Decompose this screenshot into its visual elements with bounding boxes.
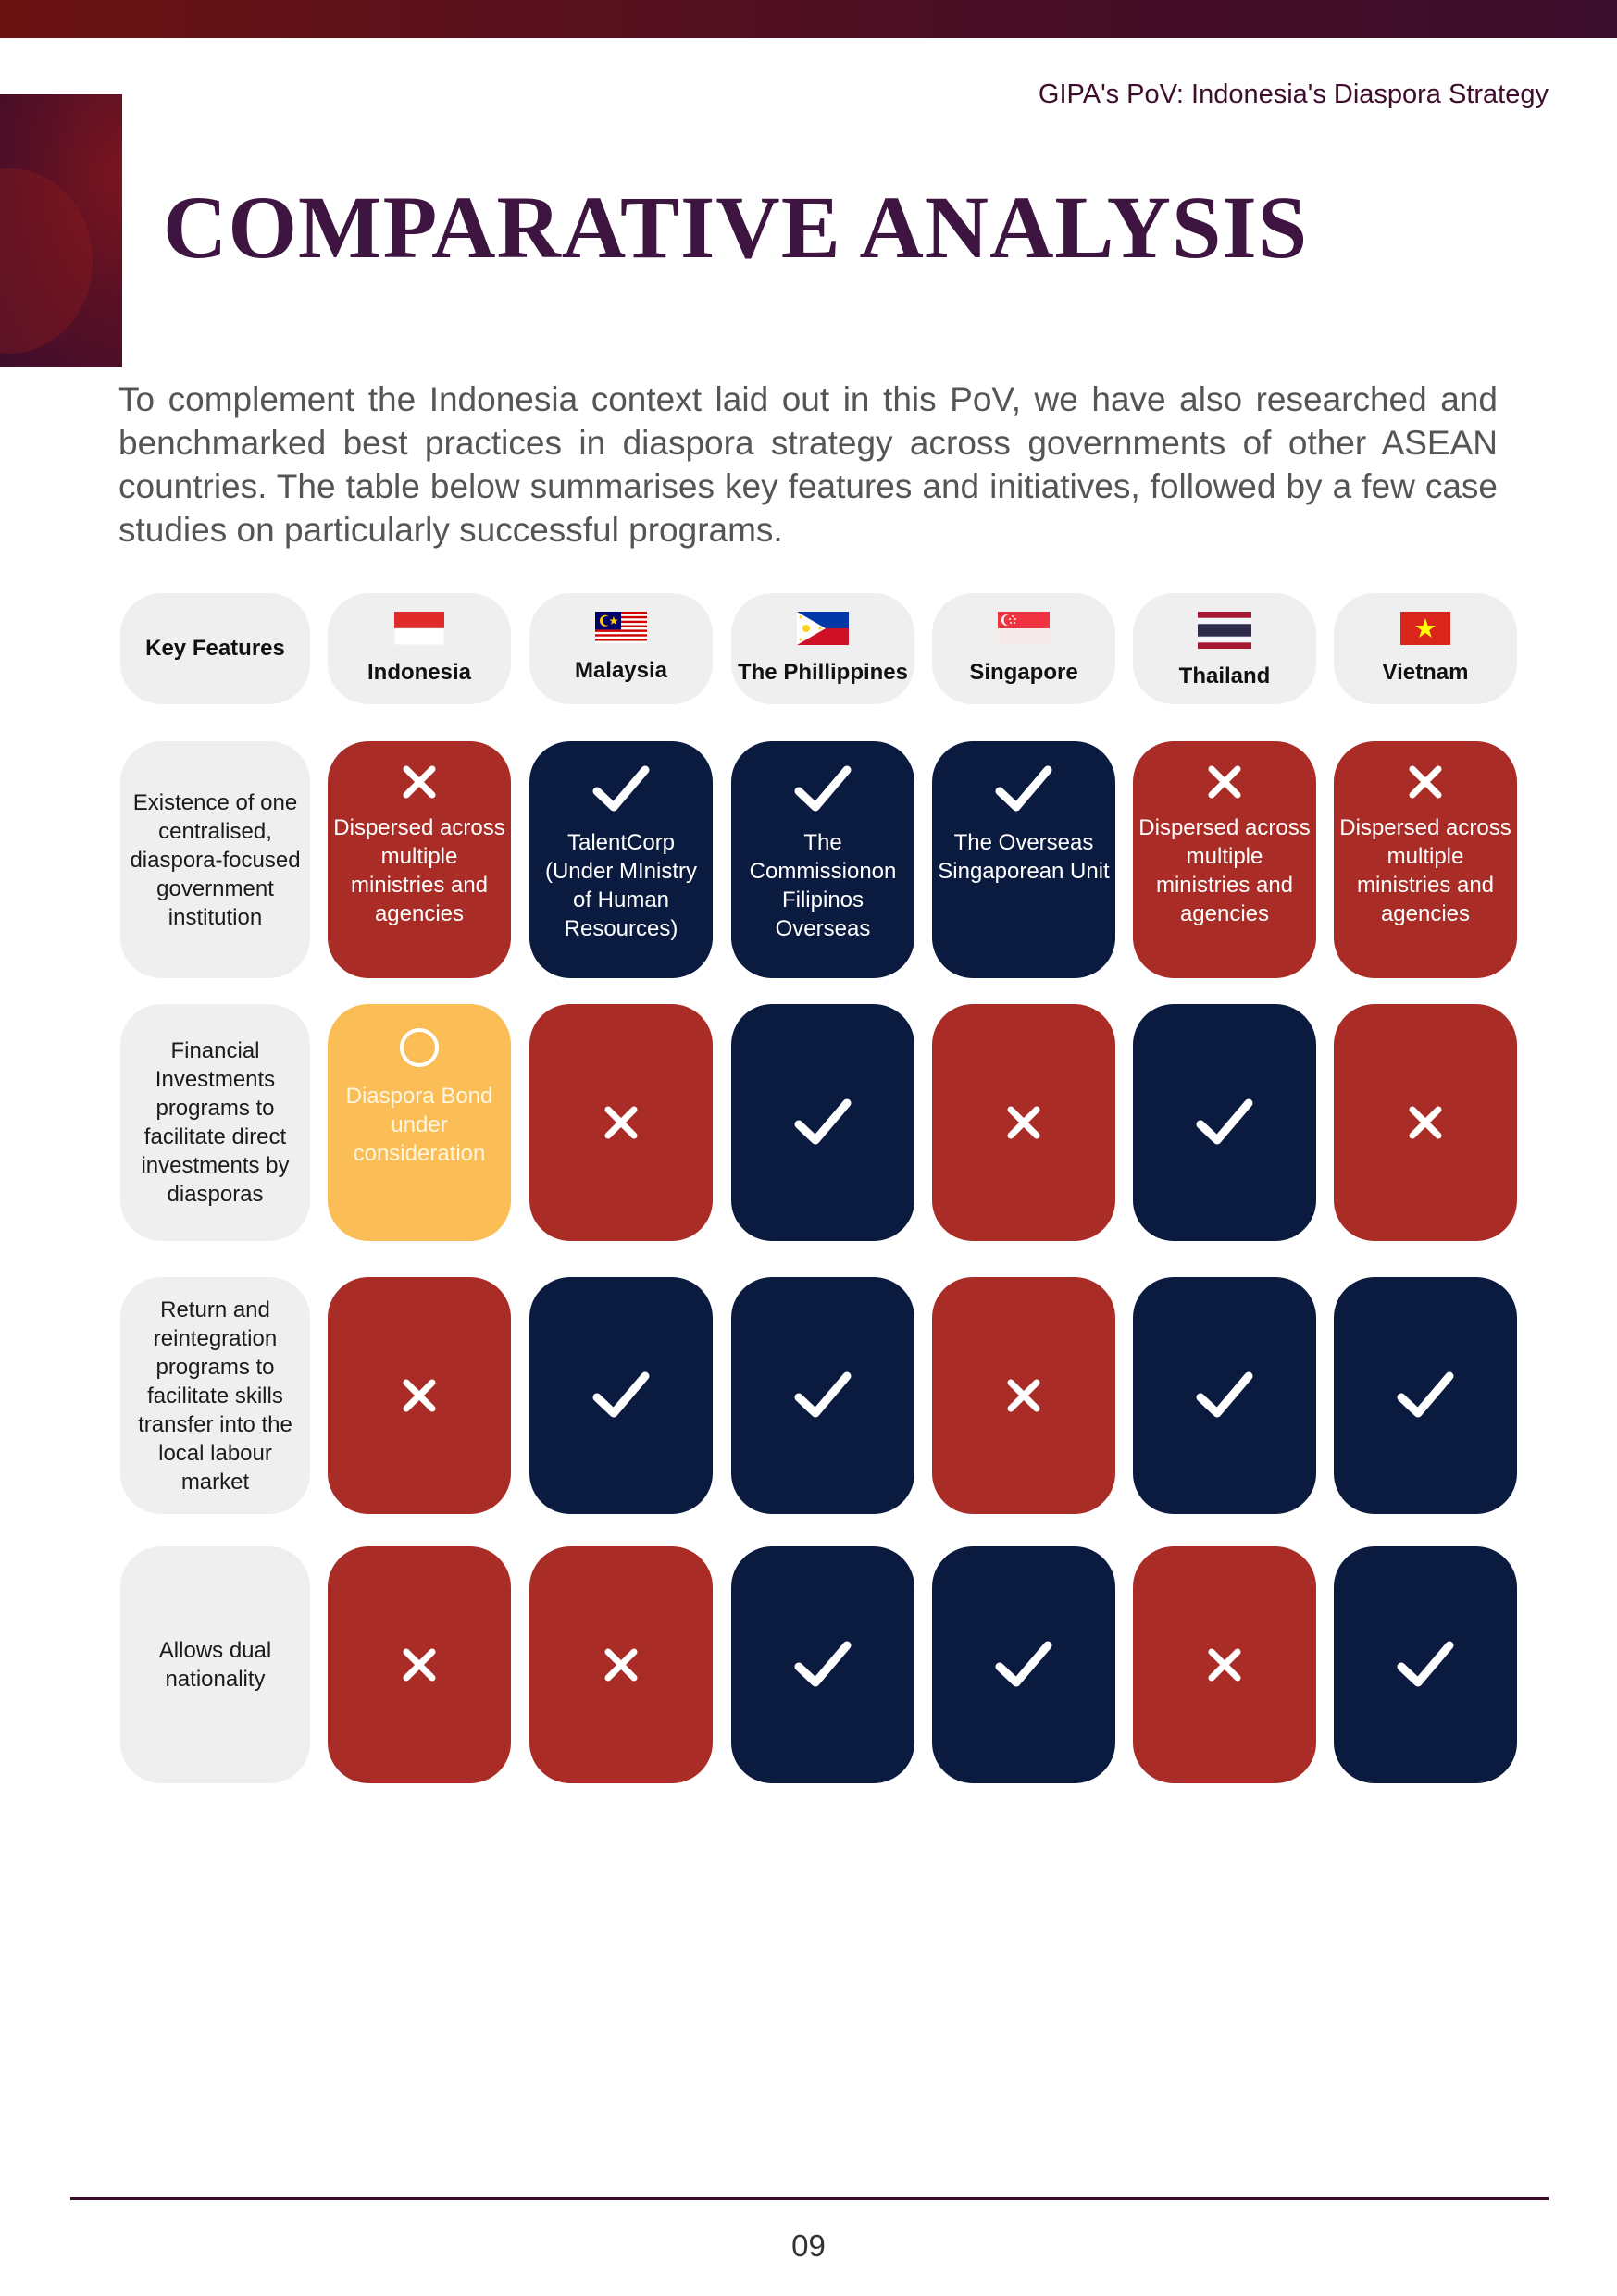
thailand-flag-icon xyxy=(1198,612,1251,649)
key-features-header: Key Features xyxy=(120,593,310,704)
status-note: TalentCorp (Under MInistry of Human Resources) xyxy=(544,830,698,941)
intro-paragraph: To complement the Indonesia context laid out in this PoV, we have also researched and benchmarked best practices in diaspora strategy across governments of other ASEAN countries. The table below summarises key features and initiatives, followed by a few case studies on particularly successful programs. xyxy=(118,380,1498,549)
cross-icon xyxy=(1206,1646,1243,1683)
footer-divider xyxy=(70,2197,1549,2200)
checkmark-icon xyxy=(1396,1370,1455,1421)
vietnam-flag-icon xyxy=(1400,612,1450,645)
status-cell-yes-malaysia xyxy=(529,1277,713,1514)
cross-icon xyxy=(1407,1104,1444,1141)
country-name: Malaysia xyxy=(574,658,668,683)
country-header-vietnam xyxy=(1334,593,1517,704)
cross-icon xyxy=(603,1104,640,1141)
status-cell-yes-thailand xyxy=(1133,1277,1316,1514)
singapore-flag-icon xyxy=(998,612,1050,645)
checkmark-icon xyxy=(994,763,1053,815)
checkmark-icon xyxy=(591,763,651,815)
document-title-header: GIPA's PoV: Indonesia's Diaspora Strategy xyxy=(1038,80,1549,109)
checkmark-icon xyxy=(1396,1639,1455,1691)
cross-icon xyxy=(1005,1104,1042,1141)
title-accent-block xyxy=(0,94,122,367)
status-cell-yes-thailand xyxy=(1133,1004,1316,1241)
country-name: Vietnam xyxy=(1382,660,1469,685)
page-title: COMPARATIVE ANALYSIS xyxy=(163,178,1309,277)
checkmark-icon xyxy=(793,1370,852,1421)
country-header-thailand xyxy=(1133,593,1316,704)
status-cell-partial-indonesia xyxy=(328,1004,511,1241)
country-name: Singapore xyxy=(969,660,1078,685)
philippines-flag-icon xyxy=(797,612,849,645)
status-cell-no-indonesia xyxy=(328,1546,511,1783)
status-note: Dispersed across multiple ministries and agencies xyxy=(1339,815,1511,926)
checkmark-icon xyxy=(1195,1097,1254,1148)
status-note: Dispersed across multiple ministries and agencies xyxy=(1138,815,1311,926)
status-note: The Commissionon Filipinos Overseas xyxy=(749,830,897,941)
country-name: Thailand xyxy=(1178,664,1271,689)
status-note: The Overseas Singaporean Unit xyxy=(938,830,1110,884)
status-cell-yes-the-phillippines xyxy=(731,741,914,978)
status-cell-no-malaysia xyxy=(529,1004,713,1241)
status-cell-yes-malaysia xyxy=(529,741,713,978)
checkmark-icon xyxy=(591,1370,651,1421)
page-number: 09 xyxy=(791,2228,826,2263)
status-cell-yes-vietnam xyxy=(1334,1277,1517,1514)
status-note: Diaspora Bond under consideration xyxy=(345,1084,493,1166)
checkmark-icon xyxy=(793,1639,852,1691)
checkmark-icon xyxy=(793,763,852,815)
status-cell-no-thailand xyxy=(1133,1546,1316,1783)
checkmark-icon xyxy=(793,1097,852,1148)
status-cell-no-vietnam xyxy=(1334,1004,1517,1241)
country-header-indonesia xyxy=(328,593,511,704)
cross-icon xyxy=(603,1646,640,1683)
indonesia-flag-icon xyxy=(394,612,444,645)
cross-icon xyxy=(1005,1377,1042,1414)
status-cell-no-singapore xyxy=(932,1004,1115,1241)
country-header-singapore xyxy=(932,593,1115,704)
status-cell-yes-vietnam xyxy=(1334,1546,1517,1783)
country-name: Indonesia xyxy=(367,660,472,685)
country-header-malaysia xyxy=(529,593,713,704)
status-cell-no-indonesia xyxy=(328,1277,511,1514)
status-cell-yes-singapore xyxy=(932,741,1115,978)
feature-label-cell: Existence of one centralised, diaspora-focused government institution xyxy=(120,741,310,978)
status-cell-no-indonesia xyxy=(328,741,511,978)
feature-label-cell: Allows dual nationality xyxy=(120,1546,310,1783)
country-header-the-phillippines xyxy=(731,593,914,704)
status-cell-no-thailand xyxy=(1133,741,1316,978)
status-cell-no-malaysia xyxy=(529,1546,713,1783)
malaysia-flag-icon xyxy=(595,612,647,643)
status-cell-no-singapore xyxy=(932,1277,1115,1514)
status-note: Dispersed across multiple ministries and agencies xyxy=(333,815,505,926)
status-cell-yes-singapore xyxy=(932,1546,1115,1783)
checkmark-icon xyxy=(994,1639,1053,1691)
circle-icon xyxy=(398,1026,441,1069)
feature-label-cell: Financial Investments programs to facilitate direct investments by diasporas xyxy=(120,1004,310,1241)
cross-icon xyxy=(401,1377,438,1414)
country-name: The Phillippines xyxy=(737,660,909,685)
feature-label-cell: Return and reintegration programs to facilitate skills transfer into the local labour market xyxy=(120,1277,310,1514)
status-cell-yes-the-phillippines xyxy=(731,1546,914,1783)
checkmark-icon xyxy=(1195,1370,1254,1421)
status-cell-yes-the-phillippines xyxy=(731,1004,914,1241)
status-cell-yes-the-phillippines xyxy=(731,1277,914,1514)
cross-icon xyxy=(401,1646,438,1683)
top-banner xyxy=(0,0,1617,38)
cross-icon xyxy=(1206,763,1243,800)
cross-icon xyxy=(401,763,438,800)
status-cell-no-vietnam xyxy=(1334,741,1517,978)
cross-icon xyxy=(1407,763,1444,800)
